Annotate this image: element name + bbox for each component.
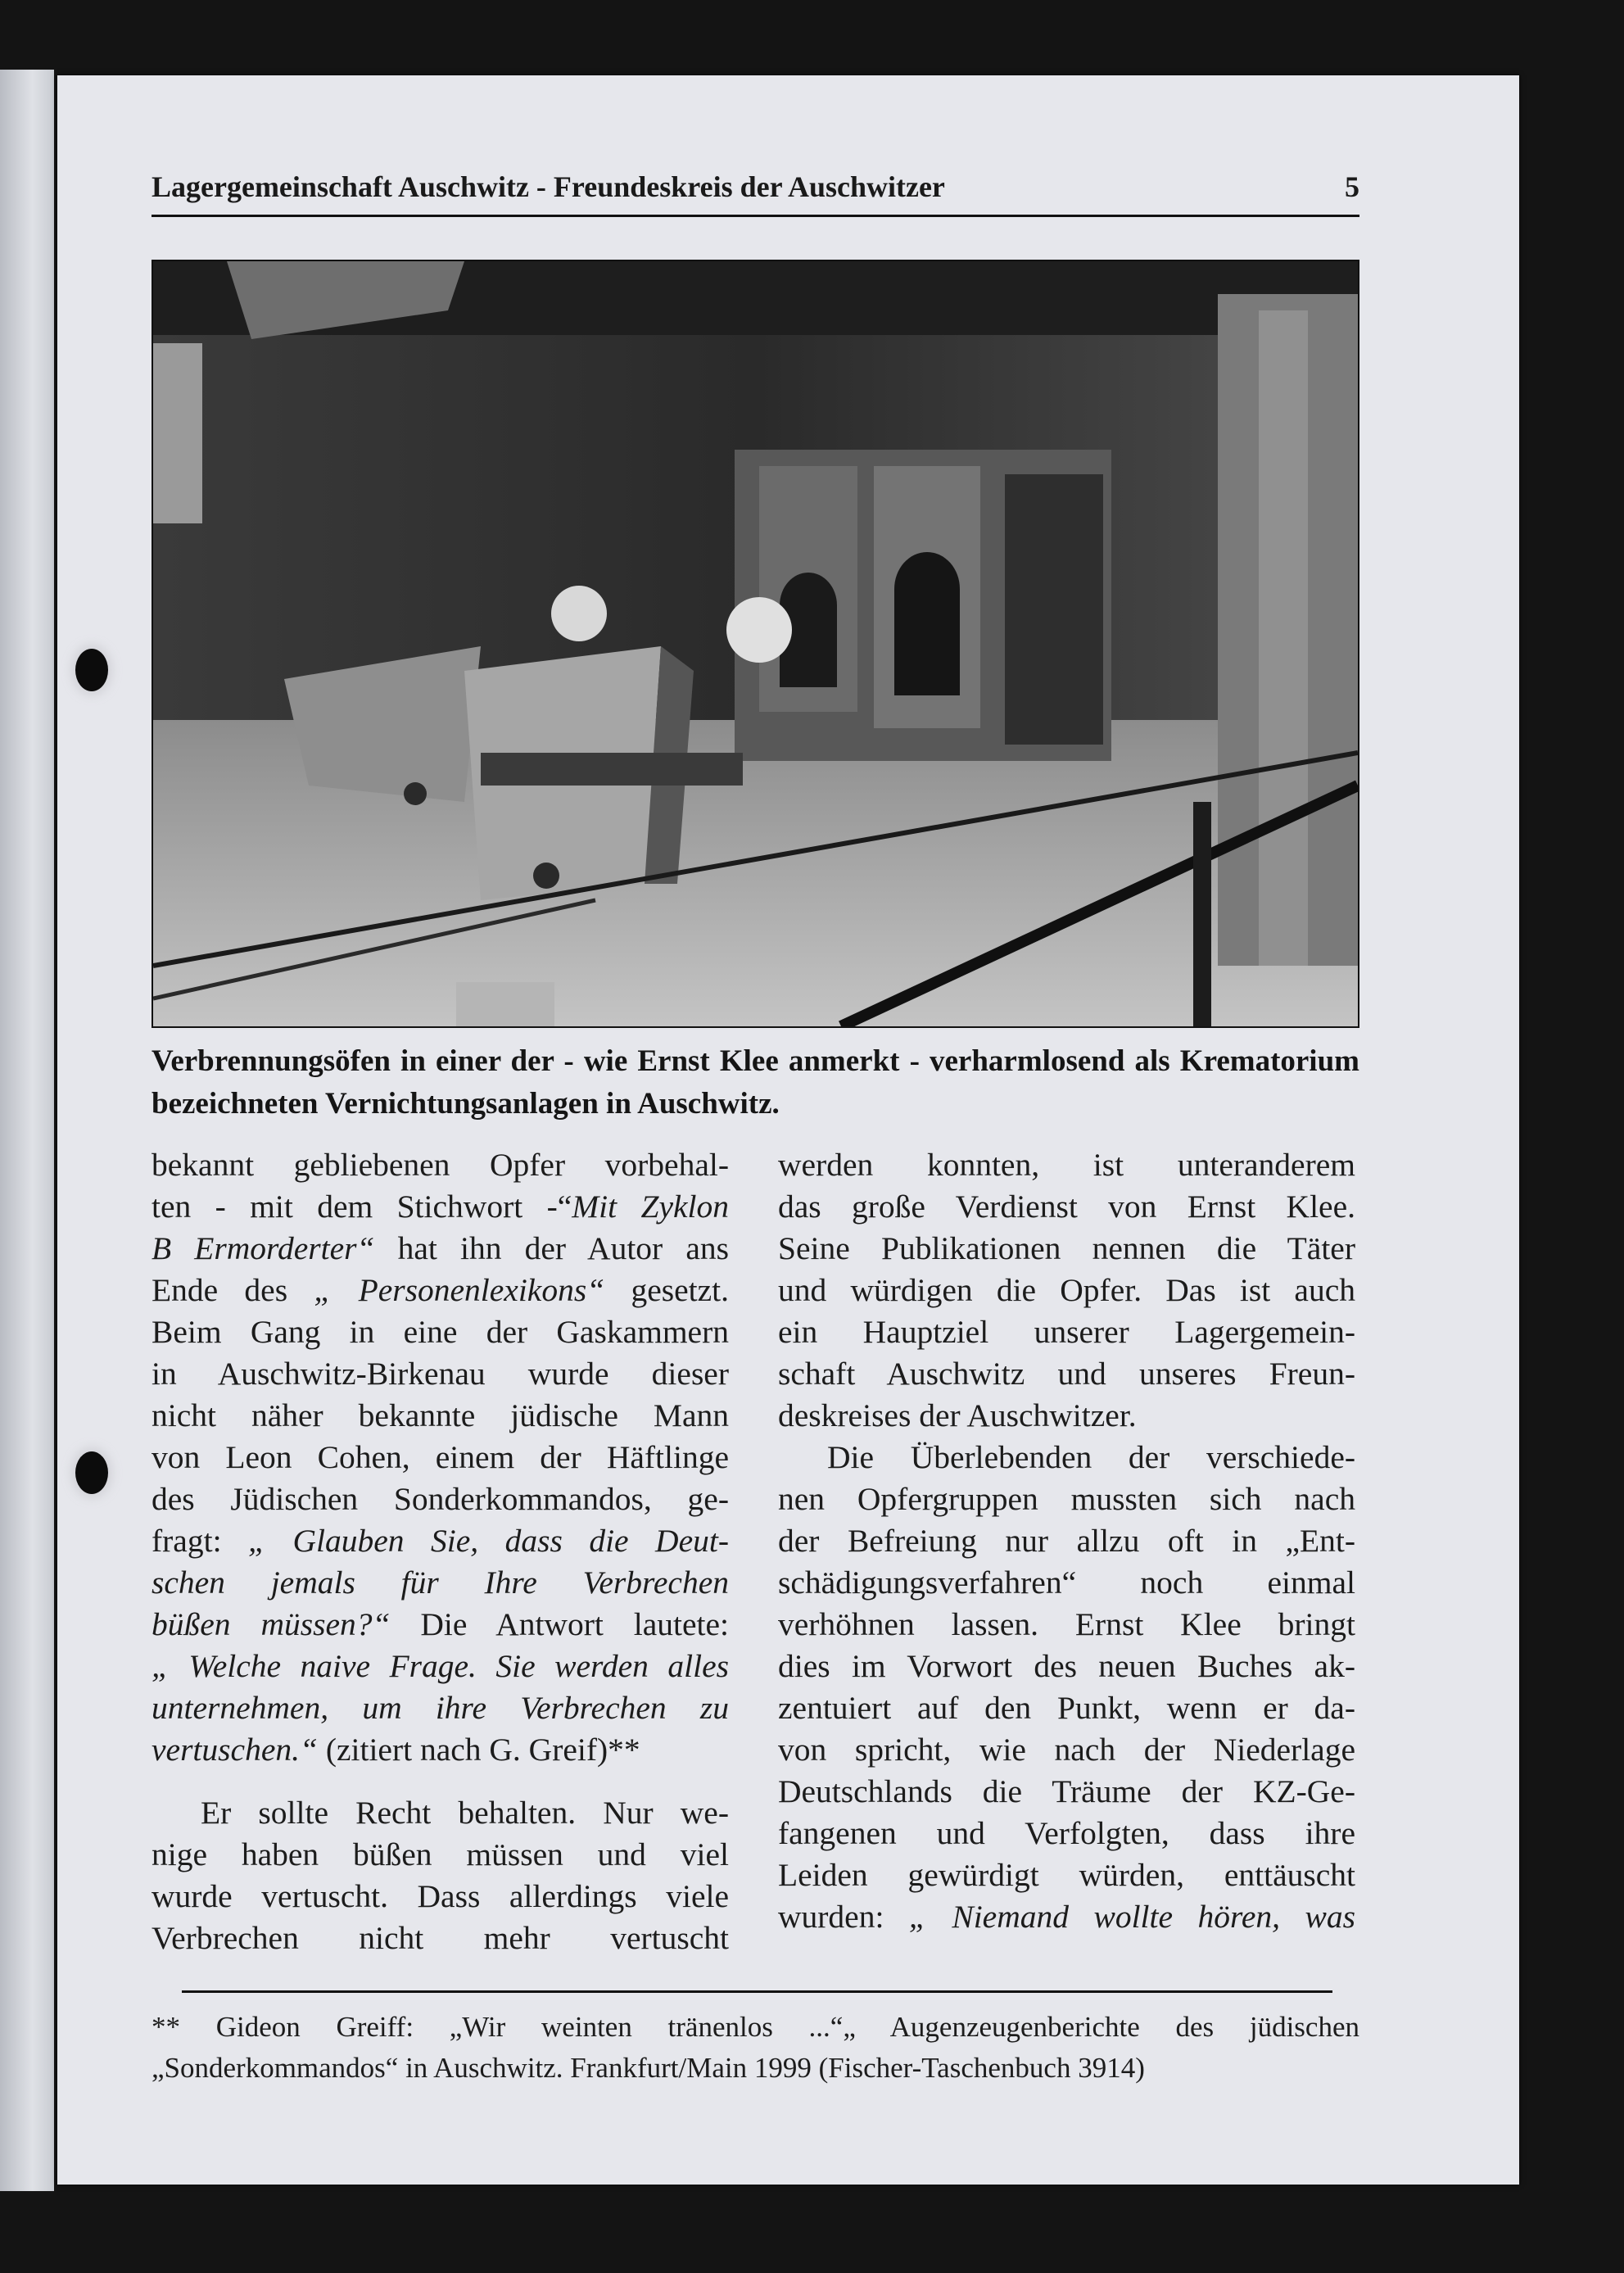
text-line: verhöhnen lassen. Ernst Klee bringt: [778, 1606, 1355, 1642]
text-line: dies im Vorwort des neuen Buches ak-: [778, 1648, 1355, 1684]
text-line: vertuschen.“ (zitiert nach G. Greif)**: [152, 1732, 640, 1768]
left-page-edge: [0, 70, 54, 2191]
text-line: von Leon Cohen, einem der Häftlinge: [152, 1439, 729, 1475]
text-line: zentuiert auf den Punkt, wenn er da-: [778, 1690, 1355, 1726]
punch-hole-bottom: [75, 1451, 108, 1494]
text-line: wurden: „ Niemand wollte hören, was: [778, 1899, 1356, 1935]
text-line: büßen müssen?“ Die Antwort lautete:: [152, 1606, 729, 1642]
footnote-line: „Sonderkommandos“ in Auschwitz. Frankfurt/Main 1999 (Fischer-Taschenbuch 3914): [152, 2052, 1145, 2084]
text-line: Die Überlebenden der verschiede-: [827, 1439, 1355, 1475]
crematorium-photo: [152, 260, 1359, 1028]
photo-caption: Verbrennungsöfen in einer der - wie Ernst Klee anmerkt - verharmlosend als Krematorium bezeichneten Vernichtungsanlagen in Auschwitz.: [152, 1044, 1359, 1121]
text-line: B Ermorderter“ hat ihn der Autor ans: [152, 1230, 730, 1266]
page-number: 5: [1345, 170, 1359, 203]
right-column: [778, 1144, 1355, 1938]
text-line: des Jüdischen Sonderkommandos, ge-: [152, 1481, 729, 1517]
text-line: Beim Gang in eine der Gaskammern: [152, 1314, 729, 1350]
text-line: nicht näher bekannte jüdische Mann: [152, 1397, 729, 1433]
text-line: das große Verdienst von Ernst Klee.: [778, 1189, 1355, 1225]
text-line: schädigungsverfahren“ noch einmal: [778, 1564, 1355, 1601]
text-line: deskreises der Auschwitzer.: [778, 1397, 1137, 1433]
text-line: „ Welche naive Frage. Sie werden alles: [152, 1648, 729, 1684]
document-page: [57, 75, 1519, 2185]
running-header: [152, 170, 1359, 204]
text-line: wurde vertuscht. Dass allerdings viele: [152, 1878, 729, 1914]
text-line: Verbrechen nicht mehr vertuscht: [152, 1920, 729, 1956]
footnote-rule: [182, 1990, 1332, 1993]
photo-illustration: [153, 261, 1358, 1026]
text-line: Er sollte Recht behalten. Nur we-: [201, 1795, 729, 1831]
text-line: schen jemals für Ihre Verbrechen: [152, 1564, 729, 1601]
text-line: und würdigen die Opfer. Das ist auch: [778, 1272, 1355, 1308]
text-line: nen Opfergruppen mussten sich nach: [778, 1481, 1355, 1517]
text-line: nige haben büßen müssen und viel: [152, 1836, 729, 1872]
punch-hole-top: [75, 649, 108, 691]
text-line: ten - mit dem Stichwort -“Mit Zyklon: [152, 1189, 729, 1225]
header-title: Lagergemeinschaft Auschwitz - Freundeskreis der Auschwitzer: [152, 170, 945, 203]
text-line: Leiden gewürdigt würden, enttäuscht: [778, 1857, 1355, 1893]
text-line: bekannt gebliebenen Opfer vorbehal-: [152, 1147, 729, 1183]
text-line: Ende des „ Personenlexikons“ gesetzt.: [152, 1272, 729, 1308]
text-line: werden konnten, ist unteranderem: [778, 1147, 1355, 1183]
header-rule: [152, 215, 1359, 217]
text-line: Seine Publikationen nennen die Täter: [778, 1230, 1355, 1266]
text-line: fangenen und Verfolgten, dass ihre: [778, 1815, 1355, 1851]
text-line: in Auschwitz-Birkenau wurde dieser: [152, 1356, 729, 1392]
footnote-line: ** Gideon Greiff: „Wir weinten tränenlos ...“„ Augenzeugenberichte des jüdischen: [152, 2011, 1359, 2043]
text-line: von spricht, wie nach der Niederlage: [778, 1732, 1355, 1768]
left-column: [152, 1144, 729, 1959]
text-line: fragt: „ Glauben Sie, dass die Deut-: [152, 1523, 729, 1559]
text-line: ein Hauptziel unserer Lagergemein-: [778, 1314, 1355, 1350]
text-line: der Befreiung nur allzu oft in „Ent-: [778, 1523, 1355, 1559]
text-line: schaft Auschwitz und unseres Freun-: [778, 1356, 1355, 1392]
text-line: Deutschlands die Träume der KZ-Ge-: [778, 1773, 1355, 1809]
text-line: unternehmen, um ihre Verbrechen zu: [152, 1690, 729, 1726]
footnote: [152, 2007, 1359, 2089]
